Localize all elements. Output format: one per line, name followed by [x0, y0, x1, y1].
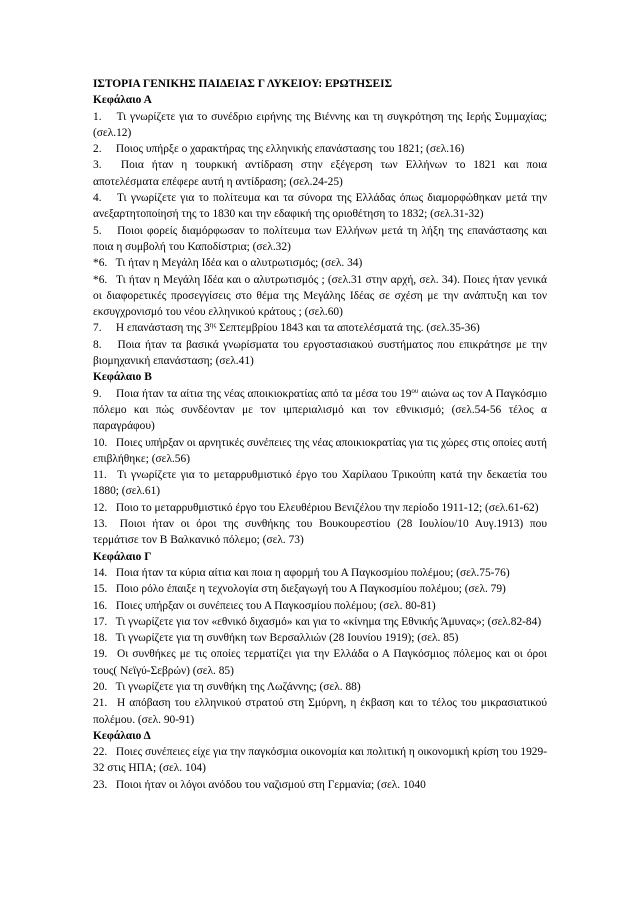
- question-number: *6.: [93, 257, 108, 270]
- question-item: [93, 337, 547, 370]
- question-text: Ποια ήταν τα βασικά γνωρίσματα του εργοστασιακού συστήματος που επικράτησε με την βιομηχανική επανάσταση; (σελ.41): [93, 338, 547, 368]
- question-number: 19.: [93, 648, 108, 661]
- question-item: [93, 157, 547, 190]
- question-number: 8.: [93, 338, 102, 351]
- ordinal-superscript: ης: [209, 321, 217, 330]
- question-item: [93, 190, 547, 223]
- question-text: Η απόβαση του ελληνικού στρατού στη Σμύρνη, η έκβαση και το τέλος του μικρασιατικού πολέμου. (σελ. 90-91): [93, 697, 547, 726]
- question-text: Τι γνωρίζετε για το πολίτευμα και τα σύνορα της Ελλάδας όπως διαμορφώθηκαν μετά την ανεξαρτητοποίησή της το 1830 και την εδαφική της οριοθέτηση το 1832; (σελ.31-32): [93, 192, 547, 221]
- question-text: Τι γνωρίζετε για τη συνθήκη της Λωζάννης; (σελ. 88): [115, 680, 361, 693]
- question-number: 10.: [93, 436, 108, 449]
- question-number: 5.: [93, 224, 102, 237]
- question-text: Τι γνωρίζετε για τη συνθήκη των Βερσαλλιών (28 Ιουνίου 1919); (σελ. 85): [115, 632, 459, 645]
- question-number: 12.: [93, 501, 108, 514]
- question-item: [93, 435, 547, 468]
- question-number: 9.: [93, 387, 102, 400]
- chapter-heading: Κεφάλαιο Γ: [93, 550, 152, 563]
- question-text: Ποιο ρόλο έπαιξε η τεχνολογία στη διεξαγωγή του Α Παγκοσμίου πολέμου; (σελ. 79): [115, 583, 506, 596]
- question-number: 23.: [93, 778, 108, 791]
- question-number: 22.: [93, 746, 108, 759]
- question-item: [93, 386, 547, 435]
- question-text: Τι ήταν η Μεγάλη Ιδέα και ο αλυτρωτισμός ; (σελ.31 στην αρχή, σελ. 34). Ποιες ήταν γενικά οι διαφορετικές προσεγγίσεις στο θέμα της Μεγάλης Ιδέας σε σχέση με την ανάπτυξη και τον εκσυγχρονισμό του νέου ελληνικού κράτους ; (σελ.60): [93, 273, 547, 319]
- question-text: Ποιοι φορείς διαμόρφωσαν το πολίτευμα των Ελλήνων μετά τη λήξη της επανάστασης και ποια η συμβολή του Καποδίστρια; (σελ.32): [93, 224, 547, 253]
- question-text: Ποια ήταν η τουρκική αντίδραση στην εξέγερση των Ελλήνων το 1821 και ποια αποτελέσματα επέφερε αυτή η αντίδραση; (σελ.24-25): [93, 159, 547, 188]
- question-item: [93, 777, 547, 793]
- question-number: 14.: [93, 566, 108, 579]
- ordinal-superscript: ου: [411, 386, 419, 395]
- question-number: 7.: [93, 322, 102, 335]
- question-text: Ποιος υπήρξε ο χαρακτήρας της ελληνικής επανάστασης του 1821; (σελ.16): [115, 143, 465, 156]
- question-number: 1.: [93, 110, 102, 123]
- question-number: 11.: [93, 469, 107, 482]
- question-text: Ποιοι ήταν οι όροι της συνθήκης του Βουκουρεστίου (28 Ιουλίου/10 Αυγ.1913) που τερμάτισε τον Β Βαλκανικό πόλεμο; (σελ. 73): [93, 518, 547, 547]
- question-number: 3.: [93, 159, 102, 172]
- question-item: [93, 581, 547, 597]
- question-item: [93, 744, 547, 777]
- question-number: 21.: [93, 697, 108, 710]
- question-text: Ποια ήταν τα κύρια αίτια και ποια η αφορμή του Α Παγκοσμίου πολέμου; (σελ.75-76): [115, 566, 510, 579]
- question-item: [93, 630, 547, 646]
- document-page: [93, 76, 547, 793]
- question-item: [93, 500, 547, 516]
- question-item: [93, 695, 547, 728]
- question-item: [93, 646, 547, 679]
- question-number: 20.: [93, 680, 108, 693]
- question-number: 16.: [93, 599, 108, 612]
- question-item: [93, 320, 547, 336]
- chapter-heading: Κεφάλαιο Δ: [93, 729, 151, 742]
- question-item: [93, 141, 547, 157]
- question-item: [93, 679, 547, 695]
- chapter-heading: Κεφάλαιο Β: [93, 371, 152, 384]
- question-number: 4.: [93, 192, 102, 205]
- question-text: Ποιοι ήταν οι λόγοι ανόδου του ναζισμού στη Γερμανία; (σελ. 1040: [115, 778, 426, 791]
- questions-content: [93, 92, 547, 793]
- question-item: [93, 614, 547, 630]
- question-item: [93, 565, 547, 581]
- question-item: [93, 516, 547, 549]
- question-item: [93, 272, 547, 321]
- question-number: 15.: [93, 583, 108, 596]
- question-text: Τι γνωρίζετε για τον «εθνικό διχασμό» και για το «κίνημα της Εθνικής Άμυνας»; (σελ.82-84): [115, 615, 542, 628]
- question-text: Τι ήταν η Μεγάλη Ιδέα και ο αλυτρωτισμός; (σελ. 34): [115, 257, 363, 270]
- question-text-continued: Σεπτεμβρίου 1843 και τα αποτελέσματά της. (σελ.35-36): [216, 322, 480, 335]
- question-item: [93, 109, 547, 142]
- question-text: Η επανάσταση της 3: [115, 322, 210, 335]
- question-item: [93, 255, 547, 271]
- question-number: *6.: [93, 273, 108, 286]
- document-title: ΙΣΤΟΡΙΑ ΓΕΝΙΚΗΣ ΠΑΙΔΕΙΑΣ Γ ΛΥΚΕΙΟΥ: ΕΡΩΤΗΣΕΙΣ: [93, 78, 393, 90]
- question-item: [93, 598, 547, 614]
- question-text: Ποιες υπήρξαν οι συνέπειες του Α Παγκοσμίου πολέμου; (σελ. 80-81): [115, 599, 436, 612]
- question-number: 13.: [93, 518, 108, 531]
- question-text: Ποιο το μεταρρυθμιστικό έργο του Ελευθέριου Βενιζέλου την περίοδο 1911-12; (σελ.61-62): [115, 501, 539, 514]
- question-number: 2.: [93, 143, 102, 156]
- question-item: [93, 467, 547, 500]
- question-text: Οι συνθήκες με τις οποίες τερματίζει για την Ελλάδα ο Α Παγκόσμιος πόλεμος και οι όροι τους( Νεϊγύ-Σεβρών) (σελ. 85): [93, 648, 547, 677]
- question-text-continued: αιώνα ως τον Α Παγκόσμιο πόλεμο και πώς συνδέονταν με τον ιμπεριαλισμό και τον εθνικισμό; (σελ.54-56 τέλος α παραγράφου): [93, 387, 547, 433]
- question-text: Ποια ήταν τα αίτια της νέας αποικιοκρατίας από τα μέσα του 19: [116, 387, 412, 400]
- question-text: Ποιες υπήρξαν οι αρνητικές συνέπειες της νέας αποικιοκρατίας για τις χώρες στις οποίες αυτή επιβλήθηκε; (σελ.56): [93, 436, 547, 465]
- question-text: Τι γνωρίζετε για το μεταρρυθμιστικό έργο του Χαρίλαου Τρικούπη κατά την δεκαετία του 1880; (σελ.61): [93, 469, 547, 498]
- chapter-heading: Κεφάλαιο Α: [93, 94, 152, 107]
- question-number: 17.: [93, 615, 108, 628]
- question-item: [93, 223, 547, 256]
- question-number: 18.: [93, 632, 108, 645]
- question-text: Τι γνωρίζετε για το συνέδριο ειρήνης της Βιέννης και τη συγκρότηση της Ιερής Συμμαχίας; (σελ.12): [93, 110, 547, 139]
- question-text: Ποιες συνέπειες είχε για την παγκόσμια οικονομία και πολιτική η οικονομική κρίση του 1929-32 στις ΗΠΑ; (σελ. 104): [93, 746, 547, 775]
